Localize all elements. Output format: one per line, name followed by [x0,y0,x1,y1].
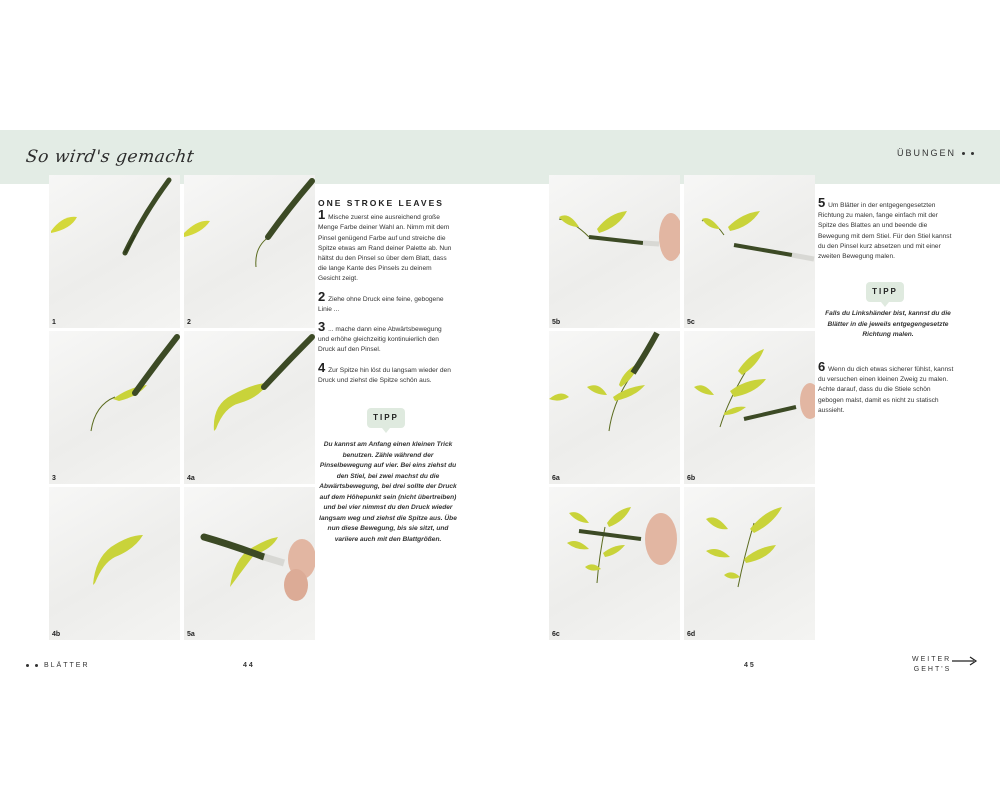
section-name: ÜBUNGEN [896,148,956,158]
step-number: 2 [318,288,326,304]
tile-label: 6c [552,631,560,638]
step-photo-5b [549,175,680,328]
leaf-brush-hand-illustration [184,487,315,640]
instructions-column [318,198,454,393]
step-text: Mische zuerst eine ausreichend große Menge Farbe deiner Wahl an. Nimm mit dem Pinsel genügend Farbe auf und streiche die Spitze etwas am Rand deiner Palette ab. Nun hältst du den Pinsel so über dem Blatt, dass die lange Kante des Pinsels zu deinem Gesicht zeigt. [318,214,452,283]
leaf-brush-illustration [49,331,180,484]
step-photo-6d [684,487,815,640]
section-label [897,148,974,158]
leaf-brush-hand-illustration [549,175,680,328]
footer-chapter: BLÄTTER [44,662,90,669]
dot-icon [35,664,38,667]
leaf-illustration [49,487,180,640]
step-text: Wenn du dich etwas sicherer fühlst, kannst du versuchen einen kleinen Zweig zu malen. Achte darauf, dass du die Stiele schön gebogen malst, damit es nicht zu statisch aussieht. [818,366,954,414]
leaf-branch-brush-hand-illustration [684,331,815,484]
step-5 [818,195,956,262]
step-1 [318,207,454,284]
footer-left [26,662,90,669]
step-text: Zur Spitze hin löst du langsam wieder den Druck und ziehst die Spitze schön aus. [318,366,451,384]
step-number: 5 [818,195,826,210]
step-text: Um Blätter in der entgegengesetzten Richtung zu malen, fange einfach mit der Spitze des Blattes an und beende die Bewegung mit dem Stiel. Für den Stiel kannst du den Pinsel kurz absetzen und mit einer zweiten Bewegung malen. [818,202,952,261]
tip-text: Du kannst am Anfang einen kleinen Trick benutzen. Zähle während der Pinselbewegung auf vier. Bei eins ziehst du den Stiel, bei zwei machst du die Abwärtsbewegung, bei drei sollte der Druck auf dem Höhepunkt sein (nicht übertreiben) und bei vier nimmst du den Druck wieder langsam weg und ziehst die Spitze aus. Übe nun diese Bewegung, bis sie sitzt, und variiere auch mit den Blattgrößen. [319,441,457,543]
tip-text: Falls du Linkshänder bist, kannst du die Blätter in die jeweils entgegengesetzte Richtung malen. [825,310,951,338]
step-photo-1 [49,175,180,328]
instructions-column-right [818,195,956,269]
dot-icon [971,152,974,155]
tip-badge: TIPP [866,282,904,302]
leaf-brush-illustration [684,175,815,328]
step-number: 4 [318,359,326,375]
step-photo-2 [184,175,315,328]
tile-label: 2 [187,319,191,326]
step-photo-5c [684,175,815,328]
step-text: ... mache dann eine Abwärtsbewegung und erhöhe gleichzeitig kontinuierlich den Druck auf den Pinsel. [318,326,442,354]
dot-icon [962,152,965,155]
leaf-branch-brush-hand-illustration [549,487,680,640]
continue-label [912,655,951,675]
step-photo-4b [49,487,180,640]
step-photo-5a [184,487,315,640]
tile-label: 6a [552,475,560,482]
section-heading: ONE STROKE LEAVES [318,198,444,208]
tile-label: 3 [52,475,56,482]
step-photo-6a [549,331,680,484]
step-3 [318,319,454,356]
tile-label: 6d [687,631,696,638]
continue-line-1: WEITER [912,656,952,663]
arrow-right-icon [952,655,978,667]
tip-badge: TIPP [367,408,405,428]
tile-label: 5c [687,319,695,326]
page-number-right: 45 [744,662,756,669]
step-photo-3 [49,331,180,484]
step-text: Ziehe ohne Druck eine feine, gebogene Linie ... [318,295,444,313]
tile-label: 1 [52,319,56,326]
tile-label: 5a [187,631,195,638]
leaf-brush-illustration [49,175,180,328]
step-number: 1 [318,207,326,223]
leaf-branch-illustration [684,487,815,640]
step-number: 6 [818,359,826,374]
step-2 [318,288,454,315]
continue-line-2: GEHT'S [913,666,952,673]
tile-label: 5b [552,319,561,326]
step-number: 3 [318,319,326,335]
step-photo-6c [549,487,680,640]
dot-icon [26,664,29,667]
step-photo-4a [184,331,315,484]
step-6 [818,359,956,416]
tile-label: 6b [687,475,696,482]
instructions-column-right-lower [818,359,956,423]
step-photo-6b [684,331,815,484]
step-4 [318,359,454,386]
tile-label: 4b [52,631,61,638]
tile-label: 4a [187,475,195,482]
leaf-brush-illustration [184,175,315,328]
leaf-branch-brush-illustration [549,331,680,484]
script-title: So wird's gemacht [24,147,196,167]
page-number-left: 44 [243,662,255,669]
leaf-brush-illustration [184,331,315,484]
